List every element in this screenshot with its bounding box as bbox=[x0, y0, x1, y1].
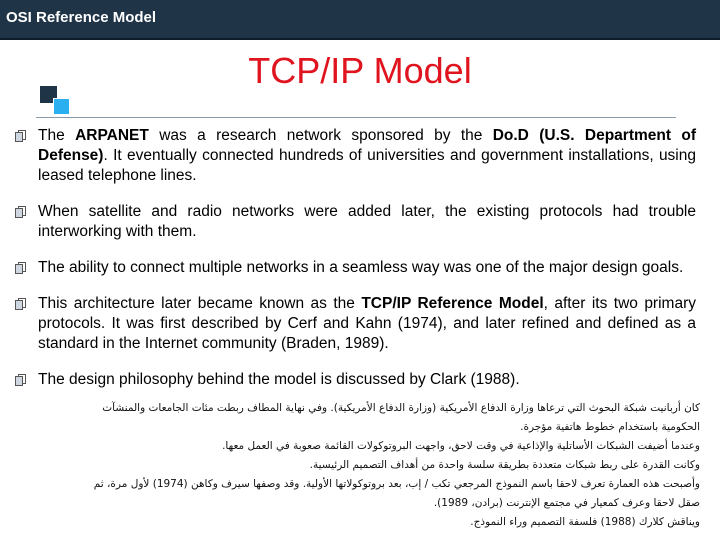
header-title: OSI Reference Model bbox=[6, 9, 157, 26]
bullet-text: When satellite and radio networks were added later, the existing protocols had trouble interworking with them. bbox=[38, 203, 696, 240]
bullet-item bbox=[14, 294, 696, 354]
title-divider bbox=[36, 117, 676, 118]
bullet-text: The design philosophy behind the model is discussed by Clark (1988). bbox=[38, 371, 520, 388]
bullet-text: The ability to connect multiple networks in a seamless way was one of the major design goals. bbox=[38, 259, 684, 276]
bullet-icon bbox=[15, 130, 26, 141]
bullet-icon bbox=[15, 298, 26, 309]
bullet-emphasis: Do.D (U.S. Department of Defense) bbox=[38, 127, 696, 164]
arabic-line: وأصبحت هذه العمارة تعرف لاحقا باسم النموذج المرجعي تكب / إب، بعد بروتوكولاتها الأولية. وقد وصفها سيرف وكاهن (1974) لأول مرة، ثم bbox=[93, 478, 700, 490]
bullet-text: The bbox=[38, 127, 76, 144]
bullet-icon bbox=[15, 374, 26, 385]
bullet-icon bbox=[15, 206, 26, 217]
bullet-item bbox=[14, 370, 696, 390]
arabic-line: كان أربانيت شبكة البحوث التي ترعاها وزارة الدفاع الأمريكية (وزارة الدفاع الأمريكية). وفي نهاية المطاف ربطت مئات الجامعات والمنشآت bbox=[102, 402, 700, 414]
bullet-emphasis: ARPANET bbox=[75, 127, 149, 144]
arabic-line: ويناقش كلارك (1988) فلسفة التصميم وراء النموذج. bbox=[470, 516, 700, 528]
bullet-text: was a research network sponsored by the bbox=[148, 127, 493, 144]
arabic-line: وعندما أضيفت الشبكات الأساتلية والإذاعية في وقت لاحق، واجهت البروتوكولات القائمة صعوبة في العمل معها. bbox=[222, 440, 700, 452]
logo-cyan-square bbox=[53, 98, 70, 115]
bullet-item bbox=[14, 258, 696, 278]
bullet-item bbox=[14, 202, 696, 242]
bullet-text: , after its two primary protocols. It was first described by Cerf and Kahn (1974), and later refined and defined as a standard in the Internet community (Braden, 1989). bbox=[38, 295, 696, 352]
arabic-line: وكانت القدرة على ربط شبكات متعددة بطريقة سلسة واحدة من أهداف التصميم الرئيسية. bbox=[309, 459, 700, 471]
arabic-translation bbox=[36, 399, 700, 532]
bullet-item bbox=[14, 126, 696, 186]
bullet-emphasis: TCP/IP Reference Model bbox=[361, 295, 544, 312]
slide-title: TCP/IP Model bbox=[248, 50, 472, 91]
bullet-list bbox=[14, 126, 696, 406]
header-bar bbox=[0, 0, 720, 40]
arabic-line: الحكومية باستخدام خطوط هاتفية مؤجرة. bbox=[520, 421, 700, 433]
bullet-icon bbox=[15, 262, 26, 273]
bullet-text: . It eventually connected hundreds of universities and government installations, using leased telephone lines. bbox=[38, 147, 696, 184]
arabic-line: صقل لاحقا وعرف كمعيار في مجتمع الإنترنت (برادن، 1989). bbox=[433, 497, 700, 509]
bullet-text: This architecture later became known as the bbox=[38, 295, 362, 312]
